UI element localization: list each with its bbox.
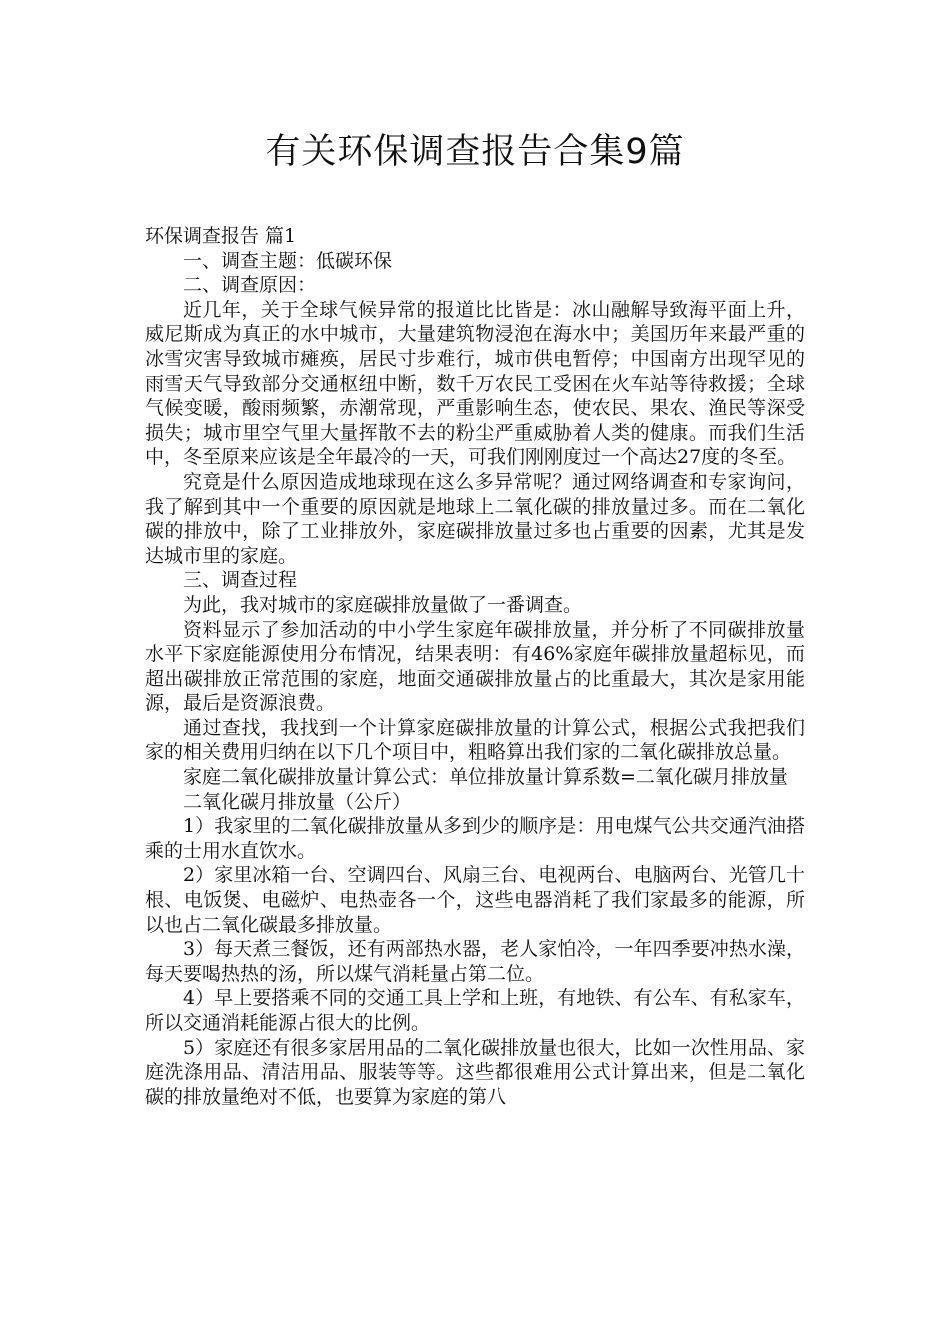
list-item-2: 2）家里冰箱一台、空调四台、风扇三台、电视两台、电脑两台、光管几十根、电饭煲、电磁炉、电热壶各一个，这些电器消耗了我们家最多的能源，所以也占二氧化碳最多排放量。 [145,864,805,936]
paragraph-survey-intro: 为此，我对城市的家庭碳排放量做了一番调查。 [183,593,583,616]
list-item-5: 5）家庭还有很多家居用品的二氧化碳排放量也很大，比如一次性用品、家庭洗涤用品、清洁用品、服装等等。这些都很难用公式计算出来，但是二氧化碳的排放量绝对不低，也要算为家庭的第八 [145,1036,805,1108]
paragraph-cause-analysis: 究竟是什么原因造成地球现在这么多异常呢？通过网络调查和专家询问，我了解到其中一个重要的原因就是地球上二氧化碳的排放量过多。而在二氧化碳的排放中，除了工业排放外，家庭碳排放量过多也占重要的因素，尤其是发达城市里的家庭。 [145,470,805,567]
paragraph-climate-reports: 近几年，关于全球气候异常的报道比比皆是：冰山融解导致海平面上升，威尼斯成为真正的水中城市，大量建筑物浸泡在海水中；美国历年来最严重的冰雪灾害导致城市瘫痪，居民寸步难行，城市供电暂停；中国南方出现罕见的雨雪天气导致部分交通枢纽中断，数千万农民工受困在火车站等待救援；全球气候变暖，酸雨频繁，赤潮常现，严重影响生态，使农民、果农、渔民等深受损失；城市里空气里大量挥散不去的粉尘严重威胁着人类的健康。而我们生活中，冬至原来应该是全年最冷的一天，可我们刚刚度过一个高达27度的冬至。 [145,298,805,469]
paragraph-formula-search: 通过查找，我找到一个计算家庭碳排放量的计算公式，根据公式我把我们家的相关费用归纳在以下几个项目中，粗略算出我们家的二氧化碳排放总量。 [145,716,805,764]
list-item-4: 4）早上要搭乘不同的交通工具上学和上班，有地铁、有公车、有私家车，所以交通消耗能源占很大的比例。 [145,987,805,1034]
list-item-1: 1）我家里的二氧化碳排放量从多到少的顺序是：用电煤气公共交通汽油搭乘的士用水直饮水。 [145,815,805,862]
paragraph-survey-topic: 一、调查主题：低碳环保 [183,249,393,272]
list-item-3: 3）每天煮三餐饭，还有两部热水器，老人家怕冷，一年四季要冲热水澡，每天要喝热热的汤，所以煤气消耗量占第二位。 [145,938,805,985]
section-heading: 环保调查报告 篇1 [145,225,297,247]
paragraph-data-findings: 资料显示了参加活动的中小学生家庭年碳排放量，并分析了不同碳排放量水平下家庭能源使用分布情况，结果表明：有46%家庭年碳排放量超标见，而超出碳排放正常范围的家庭，地面交通碳排放量占的比重最大，其次是家用能源，最后是资源浪费。 [145,618,805,715]
paragraph-monthly-emission: 二氧化碳月排放量（公斤） [183,790,412,813]
document-body [145,224,805,1109]
paragraph-formula: 家庭二氧化碳排放量计算公式：单位排放量计算系数=二氧化碳月排放量 [183,766,788,789]
paragraph-survey-process-heading: 三、调查过程 [183,569,298,592]
paragraph-survey-reason-heading: 二、调查原因： [183,274,317,297]
document-title: 有关环保调查报告合集9篇 [265,132,685,172]
